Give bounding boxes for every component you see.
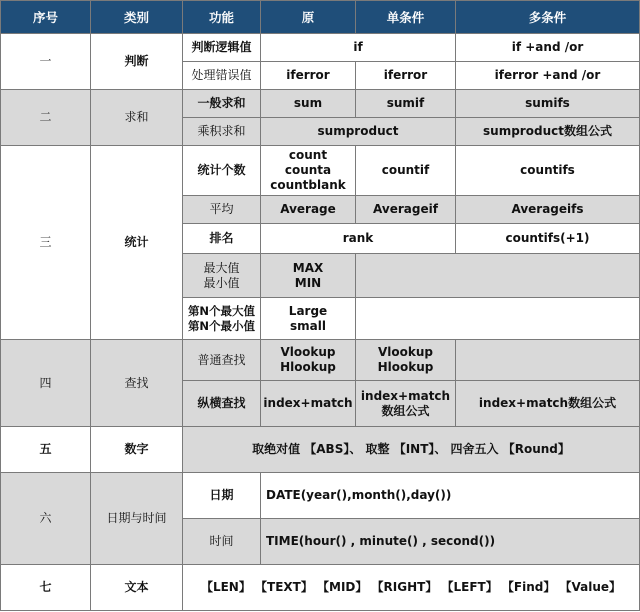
header-function: 功能 bbox=[183, 1, 261, 34]
function-cell: 日期 bbox=[183, 473, 261, 519]
function-cell: 普通查找 bbox=[183, 340, 261, 381]
single-cell: iferror bbox=[356, 62, 456, 90]
table-row bbox=[1, 34, 640, 62]
function-cell: 乘积求和 bbox=[183, 118, 261, 146]
seq-cell: 三 bbox=[1, 146, 91, 340]
seq-cell: 五 bbox=[1, 427, 91, 473]
original-cell: Vlookup Hlookup bbox=[261, 340, 356, 381]
multi-cell: index+match数组公式 bbox=[456, 381, 640, 427]
table-row bbox=[1, 146, 640, 196]
seq-cell: 四 bbox=[1, 340, 91, 427]
category-cell: 日期与时间 bbox=[91, 473, 183, 565]
multi-cell: if +and /or bbox=[456, 34, 640, 62]
function-cell: 处理错误值 bbox=[183, 62, 261, 90]
function-cell: 排名 bbox=[183, 224, 261, 254]
multi-cell: sumproduct数组公式 bbox=[456, 118, 640, 146]
empty-cell bbox=[456, 340, 640, 381]
single-cell: Averageif bbox=[356, 196, 456, 224]
function-cell: 纵横查找 bbox=[183, 381, 261, 427]
header-category: 类别 bbox=[91, 1, 183, 34]
original-cell: MAX MIN bbox=[261, 254, 356, 298]
single-cell: Vlookup Hlookup bbox=[356, 340, 456, 381]
multi-cell: sumifs bbox=[456, 90, 640, 118]
original-cell: count counta countblank bbox=[261, 146, 356, 196]
description-cell: 【LEN】 【TEXT】 【MID】 【RIGHT】 【LEFT】 【Find】 【Value】 bbox=[183, 565, 640, 611]
original-single-cell: sumproduct bbox=[261, 118, 456, 146]
table-row bbox=[1, 473, 640, 519]
single-cell: sumif bbox=[356, 90, 456, 118]
multi-cell: countifs(+1) bbox=[456, 224, 640, 254]
single-cell: countif bbox=[356, 146, 456, 196]
description-cell: DATE(year(),month(),day()) bbox=[261, 473, 640, 519]
original-cell: index+match bbox=[261, 381, 356, 427]
table-row bbox=[1, 565, 640, 611]
function-cell: 判断逻辑值 bbox=[183, 34, 261, 62]
multi-cell: iferror +and /or bbox=[456, 62, 640, 90]
function-cell: 时间 bbox=[183, 519, 261, 565]
seq-cell: 二 bbox=[1, 90, 91, 146]
seq-cell: 六 bbox=[1, 473, 91, 565]
seq-cell: 七 bbox=[1, 565, 91, 611]
multi-cell: Averageifs bbox=[456, 196, 640, 224]
single-cell: index+match 数组公式 bbox=[356, 381, 456, 427]
original-single-cell: rank bbox=[261, 224, 456, 254]
category-cell: 统计 bbox=[91, 146, 183, 340]
description-cell: 取绝对值 【ABS】、 取整 【INT】、 四舍五入 【Round】 bbox=[183, 427, 640, 473]
description-cell: TIME(hour() , minute() , second()) bbox=[261, 519, 640, 565]
category-cell: 判断 bbox=[91, 34, 183, 90]
category-cell: 文本 bbox=[91, 565, 183, 611]
original-cell: sum bbox=[261, 90, 356, 118]
table-row bbox=[1, 90, 640, 118]
empty-cell bbox=[356, 254, 640, 298]
category-cell: 求和 bbox=[91, 90, 183, 146]
header-row bbox=[1, 1, 640, 34]
function-cell: 统计个数 bbox=[183, 146, 261, 196]
category-cell: 查找 bbox=[91, 340, 183, 427]
header-seq: 序号 bbox=[1, 1, 91, 34]
original-single-cell: if bbox=[261, 34, 456, 62]
function-cell: 平均 bbox=[183, 196, 261, 224]
table-row bbox=[1, 340, 640, 381]
multi-cell: countifs bbox=[456, 146, 640, 196]
header-multi-condition: 多条件 bbox=[456, 1, 640, 34]
function-cell: 一般求和 bbox=[183, 90, 261, 118]
header-single-condition: 单条件 bbox=[356, 1, 456, 34]
function-cell: 第N个最大值 第N个最小值 bbox=[183, 298, 261, 340]
header-original: 原 bbox=[261, 1, 356, 34]
original-cell: iferror bbox=[261, 62, 356, 90]
function-cell: 最大值 最小值 bbox=[183, 254, 261, 298]
empty-cell bbox=[356, 298, 640, 340]
category-cell: 数字 bbox=[91, 427, 183, 473]
seq-cell: 一 bbox=[1, 34, 91, 90]
table-row bbox=[1, 427, 640, 473]
original-cell: Large small bbox=[261, 298, 356, 340]
original-cell: Average bbox=[261, 196, 356, 224]
